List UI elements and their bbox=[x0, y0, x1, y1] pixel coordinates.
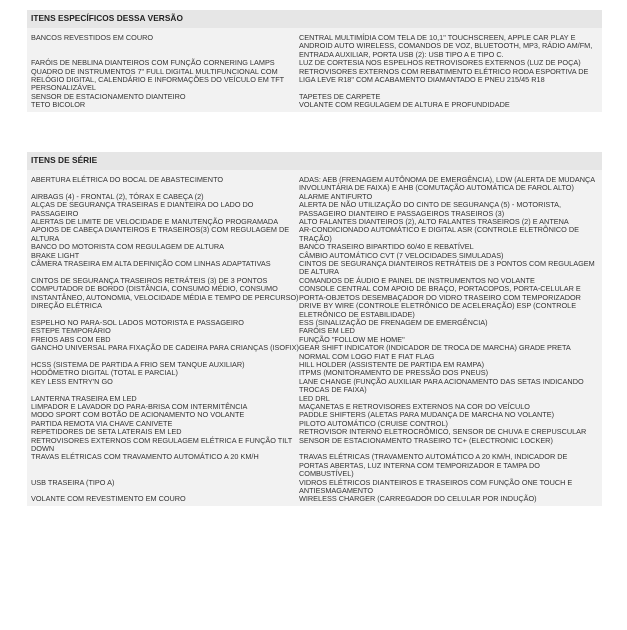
item-left: KEY LESS ENTRY'N GO bbox=[31, 376, 113, 386]
item-left: HCSS (SISTEMA DE PARTIDA A FRIO SEM TANQUE AUXILIAR) bbox=[31, 359, 245, 369]
item-left: FARÓIS DE NEBLINA DIANTEIROS COM FUNÇÃO CORNERING LAMPS bbox=[31, 58, 275, 68]
item-right: CINTOS DE SEGURANÇA DIANTEIROS RETRÁTEIS DE 3 PONTOS COM REGULAGEM DE ALTURA bbox=[299, 259, 595, 277]
item-right: VOLANTE COM REGULAGEM DE ALTURA E PROFUNDIDADE bbox=[299, 100, 510, 110]
item-left: TETO BICOLOR bbox=[31, 100, 86, 110]
item-right: PILOTO AUTOMÁTICO (CRUISE CONTROL) bbox=[299, 418, 448, 428]
item-left: PARTIDA REMOTA VIA CHAVE CANIVETE bbox=[31, 418, 173, 428]
item-left: CINTOS DE SEGURANÇA TRASEIROS RETRÁTEIS (3) DE 3 PONTOS bbox=[31, 275, 268, 285]
item-left: USB TRASEIRA (TIPO A) bbox=[31, 477, 115, 487]
item-left: AIRBAGS (4) - FRONTAL (2), TÓRAX E CABEÇA (2) bbox=[31, 191, 204, 201]
item-right: PADDLE SHIFTERS (ALETAS PARA MUDANÇA DE MARCHA NO VOLANTE) bbox=[299, 410, 555, 420]
item-left: COMPUTADOR DE BORDO (DISTÂNCIA, CONSUMO MÉDIO, CONSUMO INSTANTÂNEO, AUTONOMIA, VELOCIDADE MÉDIA E TEMPO DE PERCURSO) bbox=[31, 284, 299, 302]
item-left: ALÇAS DE SEGURANÇA TRASEIRAS E DIANTEIRA DO LADO DO PASSAGEIRO bbox=[31, 200, 254, 218]
item-left: QUADRO DE INSTRUMENTOS 7" FULL DIGITAL MULTIFUNCIONAL COM RELÓGIO DIGITAL, CALENDÁRIO E INFORMAÇÕES DO VEÍCULO EM TFT PERSONALIZÁVEL bbox=[31, 66, 284, 93]
item-left: MODO SPORT COM BOTÃO DE ACIONAMENTO NO VOLANTE bbox=[31, 410, 245, 420]
item-right: FUNÇÃO "FOLLOW ME HOME" bbox=[299, 334, 405, 344]
item-left: DIREÇÃO ELÉTRICA bbox=[31, 301, 102, 311]
item-right: FARÓIS EM LED bbox=[299, 326, 355, 336]
item-left: LANTERNA TRASEIRA EM LED bbox=[31, 393, 137, 403]
specific-items-list bbox=[27, 28, 602, 112]
item-left: HODÔMETRO DIGITAL (TOTAL E PARCIAL) bbox=[31, 368, 178, 378]
item-left: SENSOR DE ESTACIONAMENTO DIANTEIRO bbox=[31, 91, 186, 101]
specific-items-section bbox=[27, 10, 602, 112]
item-right: CONSOLE CENTRAL COM APOIO DE BRAÇO, PORTACOPOS, PORTA-CELULAR E PORTA-OBJETOS DESEMBAÇADOR DO VIDRO TRASEIRO COM TEMPORIZADOR bbox=[299, 284, 581, 302]
item-left: BANCOS REVESTIDOS EM COURO bbox=[31, 33, 154, 42]
standard-items-list bbox=[27, 170, 602, 506]
item-left: RETROVISORES EXTERNOS COM REGULAGEM ELÉTRICA E FUNÇÃO TILT DOWN bbox=[31, 435, 293, 453]
standard-items-section bbox=[27, 152, 602, 506]
item-right: ADAS: AEB (FRENAGEM AUTÔNOMA DE EMERGÊNCIA), LDW (ALERTA DE MUDANÇA INVOLUNTÁRIA DE FAIXA) E AHB (COMUTAÇÃO AUTOMÁTICA DE FAROL ALTO) bbox=[299, 175, 595, 193]
item-right: MAÇANETAS E RETROVISORES EXTERNOS NA COR DO VEÍCULO bbox=[299, 401, 530, 411]
item-right: DRIVE BY WIRE (CONTROLE ELETRÔNICO DE ACELERAÇÃO) ESP (CONTROLE ELETRÔNICO DE ESTABILIDADE) bbox=[299, 301, 577, 319]
item-right: COMANDOS DE ÁUDIO E PAINEL DE INSTRUMENTOS NO VOLANTE bbox=[299, 275, 535, 285]
item-right: ESS (SINALIZAÇÃO DE FRENAGEM DE EMERGÊNCIA) bbox=[299, 317, 488, 327]
item-left: REPETIDORES DE SETA LATERAIS EM LED bbox=[31, 427, 182, 437]
item-right: HILL HOLDER (ASSISTENTE DE PARTIDA EM RAMPA) bbox=[299, 359, 485, 369]
item-left: BANCO DO MOTORISTA COM REGULAGEM DE ALTURA bbox=[31, 242, 224, 252]
item-right: AR-CONDICIONADO AUTOMÁTICO E DIGITAL ASR (CONTROLE ELETRÔNICO DE TRAÇÃO) bbox=[299, 225, 580, 243]
item-left: ALERTAS DE LIMITE DE VELOCIDADE E MANUTENÇÃO PROGRAMADA bbox=[31, 217, 279, 227]
item-right: ALERTA DE NÃO UTILIZAÇÃO DO CINTO DE SEGURANÇA (5) - MOTORISTA, PASSAGEIRO DIANTEIRO E PASSAGEIROS TRASEIROS (3) bbox=[299, 200, 562, 218]
item-left: ABERTURA ELÉTRICA DO BOCAL DE ABASTECIMENTO bbox=[31, 175, 224, 184]
item-right: TRAVAS ELÉTRICAS (TRAVAMENTO AUTOMÁTICO A 20 KM/H, INDICADOR DE PORTAS ABERTAS, LUZ INTERNA COM TEMPORIZADOR E TAMPA DO COMBUSTÍVEL) bbox=[299, 452, 568, 479]
item-left: BRAKE LIGHT bbox=[31, 250, 80, 260]
item-right: BANCO TRASEIRO BIPARTIDO 60/40 E REBATÍVEL bbox=[299, 242, 474, 252]
item-right: CÂMBIO AUTOMÁTICO CVT (7 VELOCIDADES SIMULADAS) bbox=[299, 250, 504, 260]
item-left: FREIOS ABS COM EBD bbox=[31, 334, 111, 344]
item-right: VIDROS ELÉTRICOS DIANTEIROS E TRASEIROS COM FUNÇÃO ONE TOUCH E ANTIESMAGAMENTO bbox=[299, 477, 573, 496]
item-left: ESTEPE TEMPORÁRIO bbox=[31, 326, 111, 336]
section-title: ITENS DE SÉRIE bbox=[27, 152, 602, 170]
item-right: RETROVISORES EXTERNOS COM REBATIMENTO ELÉTRICO RODA ESPORTIVA DE LIGA LEVE R18" COM ACABAMENTO DIAMANTADO E PNEU 215/45 R18 bbox=[299, 66, 589, 85]
item-right: ALTO FALANTES DIANTEIROS (2), ALTO FALANTES TRASEIROS (2) E ANTENA bbox=[299, 217, 569, 227]
item-left: VOLANTE COM REVESTIMENTO EM COURO bbox=[31, 494, 186, 504]
section-title: ITENS ESPECÍFICOS DESSA VERSÃO bbox=[27, 10, 602, 28]
item-right: ALARME ANTIFURTO bbox=[299, 191, 373, 201]
item-left: CÂMERA TRASEIRA EM ALTA DEFINIÇÃO COM LINHAS ADAPTATIVAS bbox=[31, 259, 271, 269]
item-left: ESPELHO NO PARA-SOL LADOS MOTORISTA E PASSAGEIRO bbox=[31, 317, 244, 327]
item-right: ITPMS (MONITORAMENTO DE PRESSÃO DOS PNEUS) bbox=[299, 368, 489, 378]
item-left: TRAVAS ELÉTRICAS COM TRAVAMENTO AUTOMÁTICO A 20 KM/H bbox=[31, 452, 259, 462]
item-left: LIMPADOR E LAVADOR DO PARA-BRISA COM INTERMITÊNCIA bbox=[31, 401, 248, 411]
item-right: GEAR SHIFT INDICATOR (INDICADOR DE TROCA DE MARCHA) GRADE PRETA NORMAL COM LOGO FIAT E FIAT FLAG bbox=[299, 343, 571, 361]
item-right: TAPETES DE CARPETE bbox=[299, 91, 381, 101]
item-right: LANE CHANGE (FUNÇÃO AUXILIAR PARA ACIONAMENTO DAS SETAS INDICANDO TROCAS DE FAIXA) bbox=[299, 376, 584, 395]
item-right: CENTRAL MULTIMÍDIA COM TELA DE 10,1" TOUCHSCREEN, APPLE CAR PLAY E ANDROID AUTO WIRELESS, COMANDOS DE VOZ, BLUETOOTH, MP3, RÁDIO AM/FM, ENTRADA AUXILIAR, PORTA USB (2): USB TIPO A E TIPO C. bbox=[299, 33, 593, 59]
item-right: LED DRL bbox=[299, 393, 330, 403]
item-left: GANCHO UNIVERSAL PARA FIXAÇÃO DE CADEIRA PARA CRIANÇAS (ISOFIX) bbox=[31, 343, 299, 353]
item-right: WIRELESS CHARGER (CARREGADOR DO CELULAR POR INDUÇÃO) bbox=[299, 494, 537, 504]
item-right: LUZ DE CORTESIA NOS ESPELHOS RETROVISORES EXTERNOS (LUZ DE POÇA) bbox=[299, 58, 581, 68]
item-right: RETROVISOR INTERNO ELETROCRÔMICO, SENSOR DE CHUVA E CREPUSCULAR bbox=[299, 427, 587, 437]
item-right: SENSOR DE ESTACIONAMENTO TRASEIRO TC+ (ELECTRONIC LOCKER) bbox=[299, 435, 553, 445]
item-left: APOIOS DE CABEÇA DIANTEIROS E TRASEIROS(3) COM REGULAGEM DE ALTURA bbox=[31, 225, 290, 243]
